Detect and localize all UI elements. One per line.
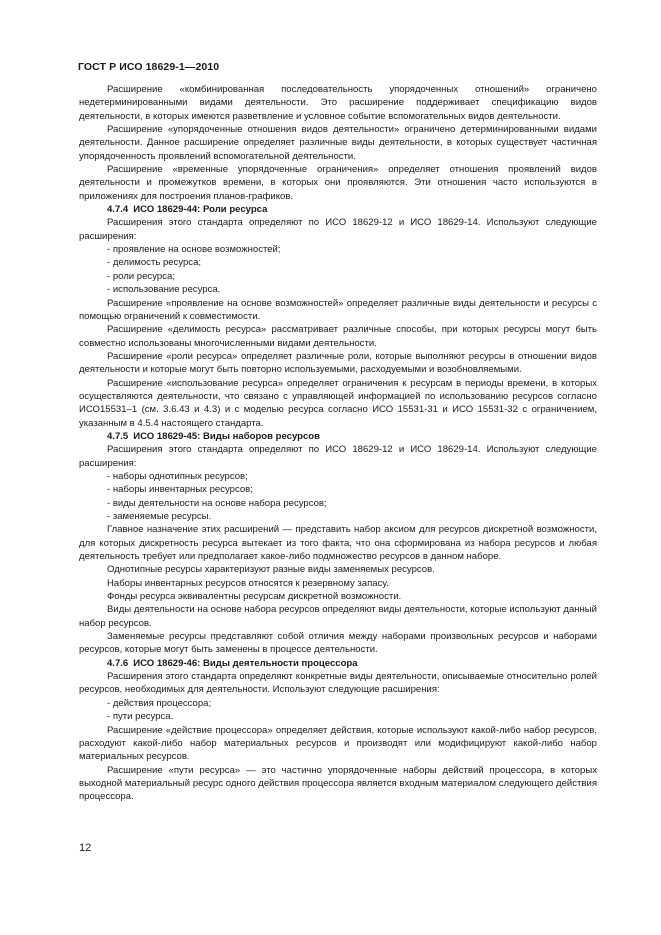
paragraph: Расширения этого стандарта определяют по ИСО 18629-12 и ИСО 18629-14. Используют следующие расширения: — [79, 217, 597, 242]
paragraph: Фонды ресурса эквивалентны ресурсам дискретной возможности. — [107, 591, 402, 603]
section-number: 4.7.5 — [107, 430, 129, 442]
paragraph: Главное назначение этих расширений — представить набор аксиом для ресурсов дискретной возможности, для которых дискретность ресурса вытекает из того факта, что она сформирована из набора ресурсов и любая деятельность требует или предполагает какое-либо подмножество ресурсов в данном наборе. — [79, 524, 597, 563]
paragraph: Расширение «комбинированная последовательность упорядоченных отношений» ограничено недетерминированными видами деятельности. Это расширение поддерживает спецификацию видов деятельности, в которых имеются разветвление и условное событие вспомогательных видов деятельности. — [79, 84, 597, 122]
document-header: ГОСТ Р ИСО 18629-1—2010 — [78, 61, 220, 73]
list-item: - проявление на основе возможностей; — [107, 244, 281, 256]
paragraph: Расширение «делимость ресурса» рассматривает различные способы, при которых ресурсы могут быть совместно использованы многочисленными видами деятельности. — [79, 324, 597, 349]
section-number: 4.7.4 — [107, 204, 129, 216]
section-title: ИСО 18629-44: Роли ресурса — [133, 204, 268, 216]
paragraph: Расширение «пути ресурса» — это частично упорядоченные наборы действий процессора, в которых выходной материальный ресурс одного действия процессора является входным материалом следующего действия процессора. — [79, 764, 597, 803]
list-item: - заменяемые ресурсы. — [107, 511, 212, 522]
list-item: - роли ресурса; — [107, 270, 175, 282]
paragraph: Заменяемые ресурсы представляют собой отличия между наборами произвольных ресурсов и наборами ресурсов, которые могут быть заменены в процессе деятельности. — [79, 631, 597, 656]
section-heading — [79, 657, 597, 670]
list-item: - делимость ресурса; — [107, 257, 202, 269]
list-item: - наборы инвентарных ресурсов; — [107, 484, 253, 496]
list-item: - использование ресурса. — [107, 284, 221, 296]
paragraph: Наборы инвентарных ресурсов относятся к резервному запасу. — [107, 577, 389, 589]
section-number: 4.7.6 — [107, 657, 129, 669]
paragraph: Расширение «действие процессора» определяет действия, которые используют какой-либо набор ресурсов, расходуют какой-либо набор материальных ресурсов и производят или модифицируют какой-либо набор материальных ресурсов. — [79, 724, 597, 763]
paragraph: Расширение «проявление на основе возможностей» определяет различные виды деятельности и ресурсы с помощью ограничений к совместимости. — [79, 297, 597, 322]
document-body — [79, 83, 597, 804]
paragraph: Виды деятельности на основе набора ресурсов определяют виды деятельности, которые используют данный набор ресурсов. — [79, 604, 597, 629]
paragraph: Расширения этого стандарта определяют конкретные виды деятельности, описываемые относительно ролей ресурсов, необходимых для деятельности. Используют следующие расширения: — [79, 671, 597, 696]
paragraph: Расширения этого стандарта определяют по ИСО 18629-12 и ИСО 18629-14. Используют следующие расширения: — [79, 444, 597, 469]
list-item: - пути ресурса. — [107, 711, 174, 723]
section-title: ИСО 18629-46: Виды деятельности процессора — [133, 657, 358, 669]
section-heading — [79, 430, 597, 443]
paragraph: Расширение «роли ресурса» определяет различные роли, которые выполняют ресурсы в отношении видов деятельности и которые могут быть повторно используемыми, расходуемыми и возобновляемыми. — [79, 350, 597, 376]
paragraph: Однотипные ресурсы характеризуют разные виды заменяемых ресурсов. — [107, 564, 435, 576]
list-item: - наборы однотипных ресурсов; — [107, 470, 248, 482]
page-number: 12 — [79, 842, 92, 854]
section-title: ИСО 18629-45: Виды наборов ресурсов — [133, 430, 320, 442]
section-heading — [79, 203, 597, 216]
paragraph: Расширение «упорядоченные отношения видов деятельности» ограничено детерминированными видами деятельности. Данное расширение определяет различные виды деятельности, в которых существует частичная упорядоченность проявлений вспомогательной деятельности. — [79, 124, 597, 162]
paragraph: Расширение «временные упорядоченные ограничения» определяет отношения проявлений видов деятельности и промежутков времени, в которых они проявляются. Эти отношения часто используются в приложениях для построения планов-графиков. — [79, 164, 597, 202]
list-item: - действия процессора; — [107, 697, 212, 709]
list-item: - виды деятельности на основе набора ресурсов; — [107, 497, 327, 509]
paragraph: Расширение «использование ресурса» определяет ограничения к ресурсам в периоды времени, в которых осуществляются деятельности, что связано с управляющей информацией по использованию ресурсов согласно ИСО15531–1 (см. 3.6.43 и 4.3) и с моделью ресурса согласно ИСО 15531-31 и ИСО 15531-32 с ограничением, указанным в 4.5.4 настоящего стандарта. — [79, 377, 597, 429]
